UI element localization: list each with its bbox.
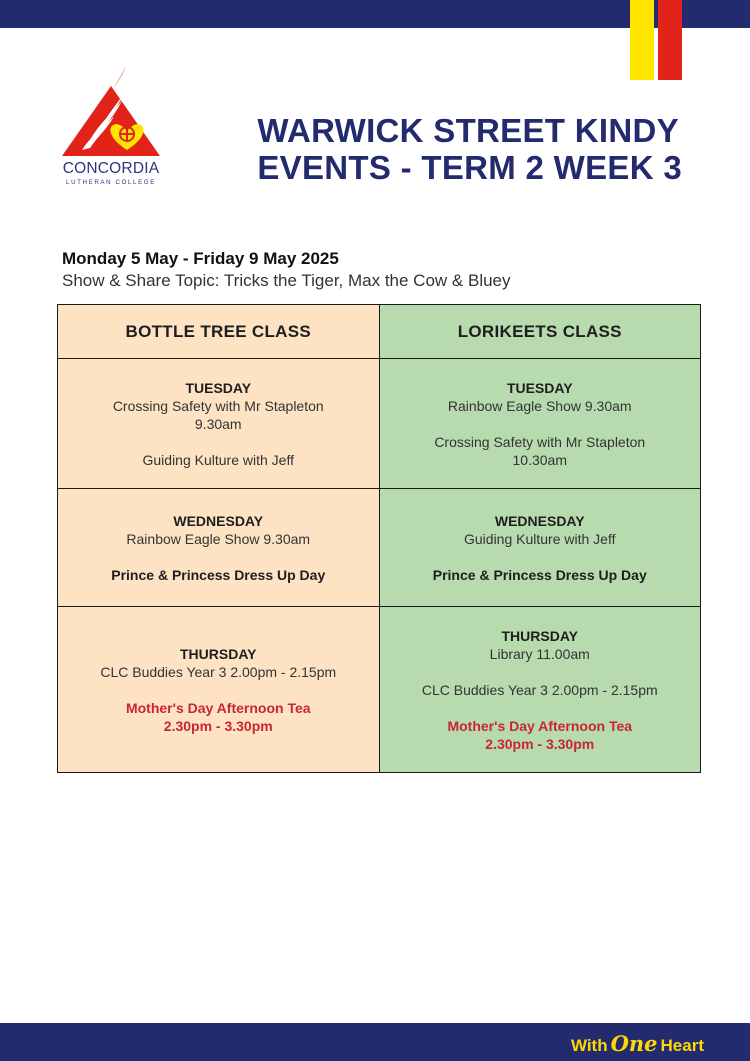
tagline-with: With (570, 1036, 608, 1055)
event-highlight: Mother's Day Afternoon Tea (447, 717, 633, 734)
event-text: Guiding Kulture with Jeff (142, 451, 294, 468)
logo-subtitle: LUTHERAN COLLEGE (66, 179, 156, 186)
day-label: WEDNESDAY (494, 512, 585, 529)
event-time: 9.30am (194, 415, 242, 432)
event-text: Guiding Kulture with Jeff (464, 530, 616, 547)
cell-lorikeets-wednesday (379, 489, 701, 607)
tagline-heart: Heart (660, 1036, 704, 1055)
table-row-wednesday (58, 489, 701, 607)
yellow-accent-stripe (630, 0, 654, 80)
event-text: Crossing Safety with Mr Stapleton (434, 433, 646, 450)
day-label: THURSDAY (501, 627, 578, 644)
cell-bottle-tree-thursday (58, 607, 380, 773)
event-text: CLC Buddies Year 3 2.00pm - 2.15pm (421, 681, 658, 698)
event-text: Rainbow Eagle Show 9.30am (447, 397, 632, 414)
table-header-row (58, 305, 701, 359)
header-bottle-tree-class: BOTTLE TREE CLASS (58, 305, 380, 359)
concordia-logo (56, 64, 166, 188)
cell-lorikeets-tuesday (379, 359, 701, 489)
event-highlight-time: 2.30pm - 3.30pm (163, 717, 273, 734)
cell-bottle-tree-wednesday (58, 489, 380, 607)
page-title (257, 112, 682, 186)
red-accent-stripe (658, 0, 682, 80)
events-table (57, 304, 701, 773)
event-text: CLC Buddies Year 3 2.00pm - 2.15pm (100, 663, 337, 680)
day-label: WEDNESDAY (173, 512, 264, 529)
event-text-bold: Prince & Princess Dress Up Day (111, 566, 326, 583)
event-text: Rainbow Eagle Show 9.30am (126, 530, 311, 547)
logo-wordmark: CONCORDIA (62, 160, 160, 177)
event-text: Library 11.00am (489, 645, 590, 662)
header-lorikeets-class: LORIKEETS CLASS (379, 305, 701, 359)
table-row-tuesday (58, 359, 701, 489)
logo-flame-icon (56, 64, 166, 160)
title-line-2: EVENTS - TERM 2 WEEK 3 (257, 149, 682, 186)
table-row-thursday (58, 607, 701, 773)
day-label: THURSDAY (180, 645, 257, 662)
tagline-one: One (610, 1031, 658, 1056)
show-share-topic: Show & Share Topic: Tricks the Tiger, Max the Cow & Bluey (62, 271, 511, 290)
title-line-1: WARWICK STREET KINDY (257, 112, 679, 149)
event-highlight: Mother's Day Afternoon Tea (125, 699, 311, 716)
event-highlight-time: 2.30pm - 3.30pm (485, 735, 595, 752)
cell-lorikeets-thursday (379, 607, 701, 773)
event-time: 10.30am (512, 451, 567, 468)
event-text-bold: Prince & Princess Dress Up Day (432, 566, 647, 583)
cell-bottle-tree-tuesday (58, 359, 380, 489)
event-text: Crossing Safety with Mr Stapleton (112, 397, 324, 414)
day-label: TUESDAY (185, 379, 252, 396)
date-range: Monday 5 May - Friday 9 May 2025 (62, 249, 339, 268)
day-label: TUESDAY (506, 379, 573, 396)
footer-tagline (571, 1031, 704, 1056)
